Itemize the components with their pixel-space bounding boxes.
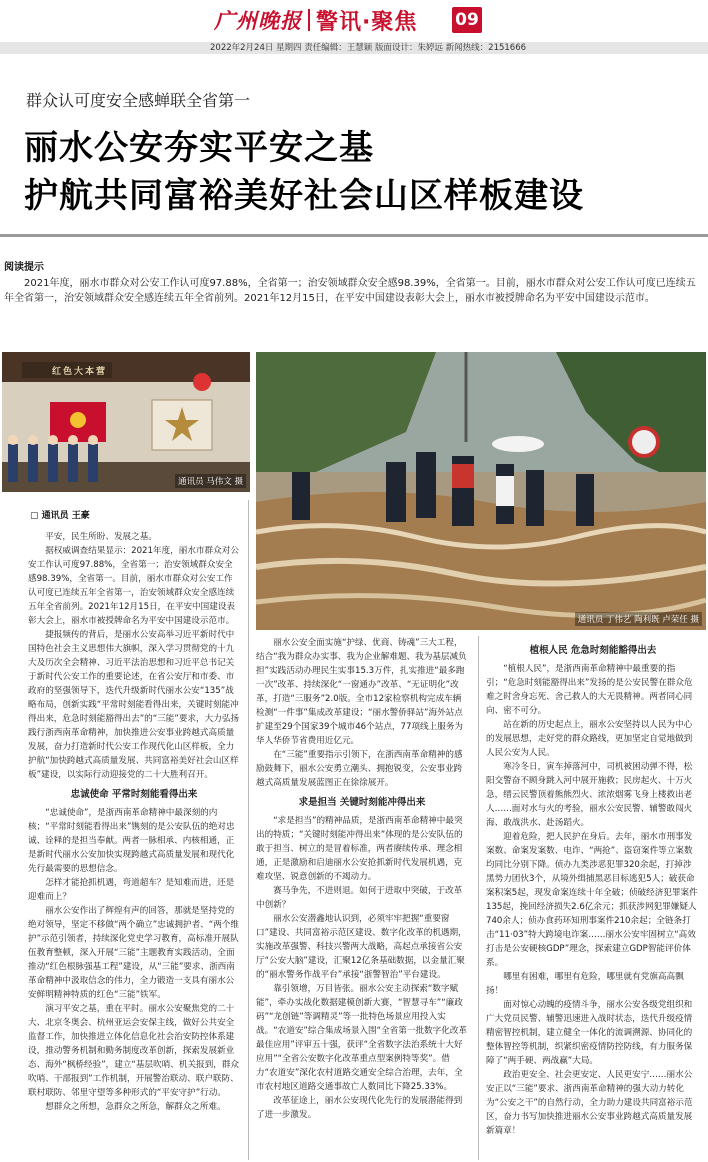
paragraph: 演习平安之基，重在平时。丽水公安聚焦党的二十大、北京冬奥会、杭州亚运会安保主线，做好公共安全监督工作，加快推进立体化信息化社会治安防控体系建设，推动警务机制和勤务制度改革创新，探索发展新业态、海外“枫桥经验”，建立“基层吹哨、机关报到，群众吹哨、干部报到”工作机制，开展警治联动、联户联防、联村联防、邻里守望等多种形式的“平安守护”行动。 [28, 1004, 240, 1098]
issue-meta: 2022年2月24日 星期四 责任编辑：王慧颖 版面设计：朱婷远 新闻热线：2151666 [210, 43, 527, 53]
masthead-divider [308, 9, 310, 31]
ceremony-illustration [2, 352, 250, 492]
paragraph: 面对惊心动魄的疫情斗争，丽水公安各级党组织和广大党员民警、辅警迅速进入战时状态，迭代升级疫情精密智控机制，建立健全一体化的流调溯源、协同化的整体智控等机制，织紧织密疫情防控防线，有力服务保障了“两手硬、两战赢”大局。 [486, 1000, 693, 1066]
paragraph: 怎样才能抢抓机遇，弯道超车？是知难而进，还是迎难而上？ [28, 878, 235, 902]
section-heading: 求是担当 关键时刻能冲得出来 [298, 797, 426, 808]
photo-flood-rescue [256, 352, 706, 630]
article-column-1 [28, 530, 240, 1160]
masthead-brand [214, 4, 454, 36]
photo2-credit: 通讯员 丁伟艺 陶利既 卢荣任 摄 [575, 612, 702, 626]
flood-rescue-illustration [256, 352, 706, 630]
paragraph: 政治更安全、社会更安定、人民更安宁……丽水公安正以“三能”要求、浙西南革命精神的强大动力转化为“公安之干”的自然行动，全力助力建设共同富裕示范区，奋力书写加快推进丽水公安事业跨越式高质量发展新篇章！ [486, 1070, 693, 1136]
paragraph: 捷报频传的背后，是丽水公安高举习近平新时代中国特色社会主义思想伟大旗帜，深入学习贯彻党的十九大及历次全会精神、习近平法治思想和习近平总书记关于新时代公安工作的重要论述，在省公安厅和市委、市政府的坚强领导下，迭代升级新时代丽水公安“135”战略布局，创新实践“平常时刻能看得出来，关键时刻能冲得出来，危急时刻能豁得出去”的“三能”要求，大力弘扬践行浙西南革命精神，加快推进公安事业跨越式高质量发展，奋力打造新时代公安工作现代化山区样板，全力护航“加快跨越式高质量发展、共同富裕美好社会山区样板”建设，以实际行动迎接党的二十大胜利召开。 [28, 630, 240, 780]
lead-label: 阅读提示 [4, 262, 44, 273]
headline-subtitle: 群众认可度安全感蝉联全省第一 [26, 91, 251, 110]
page-number: 09 [452, 7, 482, 33]
paragraph: 迎着危险，把人民护在身后。去年，丽水市刑事发案数、命案发案数、电诈、“两抢”、盗窃案件等立案数均同比分别下降。侦办九类涉恶犯罪320余起，打掉涉黑势力团伙3个，从境外缉捕黑恶目标逃犯5人；破获命案积案5起，现发命案连续十年全破；侦破经济犯罪案件135起，挽回经济损失2.6亿余元；抓获涉网犯罪嫌疑人740余人；侦办食药环知刑事案件210余起；全链条打击“11·03”特大跨境电诈案……丽水公安牢固树立“高效打击是公安硬核GDP”理念，探索建立GDP智能评价体系。 [486, 832, 698, 968]
paragraph: “忠诚使命”，是浙西南革命精神中最深刻的内核；“平常时刻能看得出来”镌刻的是公安队伍的绝对忠诚、诠释的是担当奉献。两者一脉相承、内核相通，正是新时代丽水公安加快实现跨越式高质量发展和现代化先行最需要的思想信念。 [28, 808, 235, 874]
paragraph: 丽水公安潜鑫地认识到，必须牢牢把握“重要窗口”建设、共同富裕示范区建设、数字化改革的机遇期，实施改革强警、科技兴警两大战略，高起点承接省公安厅“公安大脑”建设，汇聚12亿条基础数据，以金量汇聚的“丽水警务作战平台”承接“浙警智治”平台建设。 [256, 914, 467, 980]
paragraph: “求是担当”的精神品质，是浙西南革命精神中最突出的特质；“关键时刻能冲得出来”体现的是公安队伍的敢于担当、树立的是冒着标准，两者赓续传承、理念相通，正是激励和启迪丽水公安抢抓新时代发展机遇，克难攻坚、锐意创新的不竭动力。 [256, 816, 463, 882]
article-column-3 [486, 644, 700, 1160]
paragraph: 丽水公安全面实施“护绿、优商、铸魂”三大工程，结合“我为群众办实事、我为企业解难题、我为基层减负担”实践活动办理民生实事15.3万件，扎实推进“最多跑一次”改革、持续深化“一窗通办”改革、“无证明化”改革，打造“三服务”2.0版。全市12家检察机构完成车辆检测“一件事”集成改革建设；“丽水警侨驿站”海外站点扩建至29个国家39个城市46个站点，77项线上服务为华人华侨节省费用近亿元。 [256, 638, 467, 746]
paragraph: 在“三能”重要指示引领下，在浙西南革命精神的感励鼓舞下，丽水公安勇立潮头、拥抱锐变，公安事业跨越式高质量发展蓝图正在徐徐展开。 [256, 750, 463, 788]
section-heading: 植根人民 危急时刻能豁得出去 [529, 645, 657, 656]
paragraph: 据权威调查结果显示：2021年度，丽水市群众对公安工作认可度97.88%，全省第一；治安领域群众安全感98.39%，全省第一。目前，丽水市群众对公安工作认可度已连续五年全省第一，治安领域群众安全感连续五年全省前列。2021年12月15日，在平安中国建设表彰大会上，丽水市被授牌命名为平安中国建设示范市。 [28, 546, 239, 626]
paragraph: 改革征途上，丽水公安现代化先行的发展潜能得到了进一步激发。 [256, 1096, 463, 1120]
paragraph: 丽水公安作出了辉煌有声的回答，那就是坚持党的绝对领导，坚定不移做“两个确立”忠诚拥护者、“两个维护”示范引领者，持续深化党史学习教育，高标准开展队伍教育整顿，深入开展“三能”主题教育实践活动，全面推动“红色根脉强基工程”建设，从“三能”要求、浙西南革命精神中汲取信念的伟力，全力锻造一支具有丽水公安鲜明精神特质的红色“三能”铁军。 [28, 906, 240, 1000]
paragraph: 哪里有困难，哪里有危险，哪里就有党旗高高飘扬！ [486, 972, 684, 996]
photo-ceremony [2, 352, 250, 492]
paragraph: 寒冷冬日，寅车掉落河中，司机被困动弹不得，松阳交警奋不顾身跳入河中展开施救；民房起火、十万火急，缙云民警顶着熊熊烈火、浓浓烟雾飞身上楼救出老人……面对水与火的考验，丽水公安民警、辅警敢闯火海、敢战洪水、赴汤蹈火。 [486, 762, 693, 828]
section-heading: 忠诚使命 平常时刻能看得出来 [70, 789, 198, 800]
article-column-2 [256, 636, 468, 1160]
headline-title-line2: 护航共同富裕美好社会山区样板建设 [24, 176, 584, 216]
newspaper-logo: 广州晚报 [214, 8, 302, 33]
headline-divider [0, 234, 708, 237]
paragraph: 想群众之所想，急群众之所急，解群众之所难。 [45, 1102, 226, 1112]
photo1-banner: 红色大本营 [52, 367, 108, 377]
paragraph: “植根人民”，是浙西南革命精神中最重要的指引；“危急时刻能豁得出来”发扬的是公安民警在群众危难之时舍身忘死、舍己救人的大无畏精神。两者同心同向、密不可分。 [486, 664, 693, 716]
section-title: 警讯·聚焦 [316, 9, 418, 35]
headline-title-line1: 丽水公安夯实平安之基 [24, 128, 374, 168]
column-divider [478, 636, 479, 1160]
photo1-credit: 通讯员 马伟文 摄 [175, 474, 246, 488]
paragraph: 靠引领增，万目皆张。丽水公安主动探索“数字赋能”，牵办实战化数据建模创新大赛，“智慧寻车”“廉政码”“龙创链”等调精灵”等一批特色场景应用投入实战。“农道安”综合集成场景入围“全省第一批数字化改革最佳应用”评审五十强，获评“全省数字法治系统十大好应用”“全省公安数字化改革重点型案例特等奖”。借力“农道安”深化农村道路交通安全综合治理，去年，全市农村地区道路交通事故亡人数同比下降25.33%。 [256, 984, 468, 1092]
lead-text: 2021年度，丽水市群众对公安工作认可度97.88%，全省第一；治安领域群众安全感98.39%，全省第一。目前，丽水市群众对公安工作认可度已连续五年全省第一，治安领域群众安全感连续五年全省前列。2021年12月15日，在平安中国建设表彰大会上，丽水市被授牌命名为平安中国建设示范市。 [4, 278, 696, 304]
paragraph: 站在新的历史起点上，丽水公安坚持以人民为中心的发展思想，走好党的群众路线，更加坚定自觉地做到人民公安为人民。 [486, 720, 693, 758]
byline: ▢ 通讯员 王豪 [30, 511, 90, 521]
paragraph: 平安，民生所盼、发展之基。 [45, 532, 157, 542]
paragraph: 赛马争先，不进则退。如何于进取中突破，于改革中创新？ [256, 886, 463, 910]
column-divider [248, 500, 249, 1160]
